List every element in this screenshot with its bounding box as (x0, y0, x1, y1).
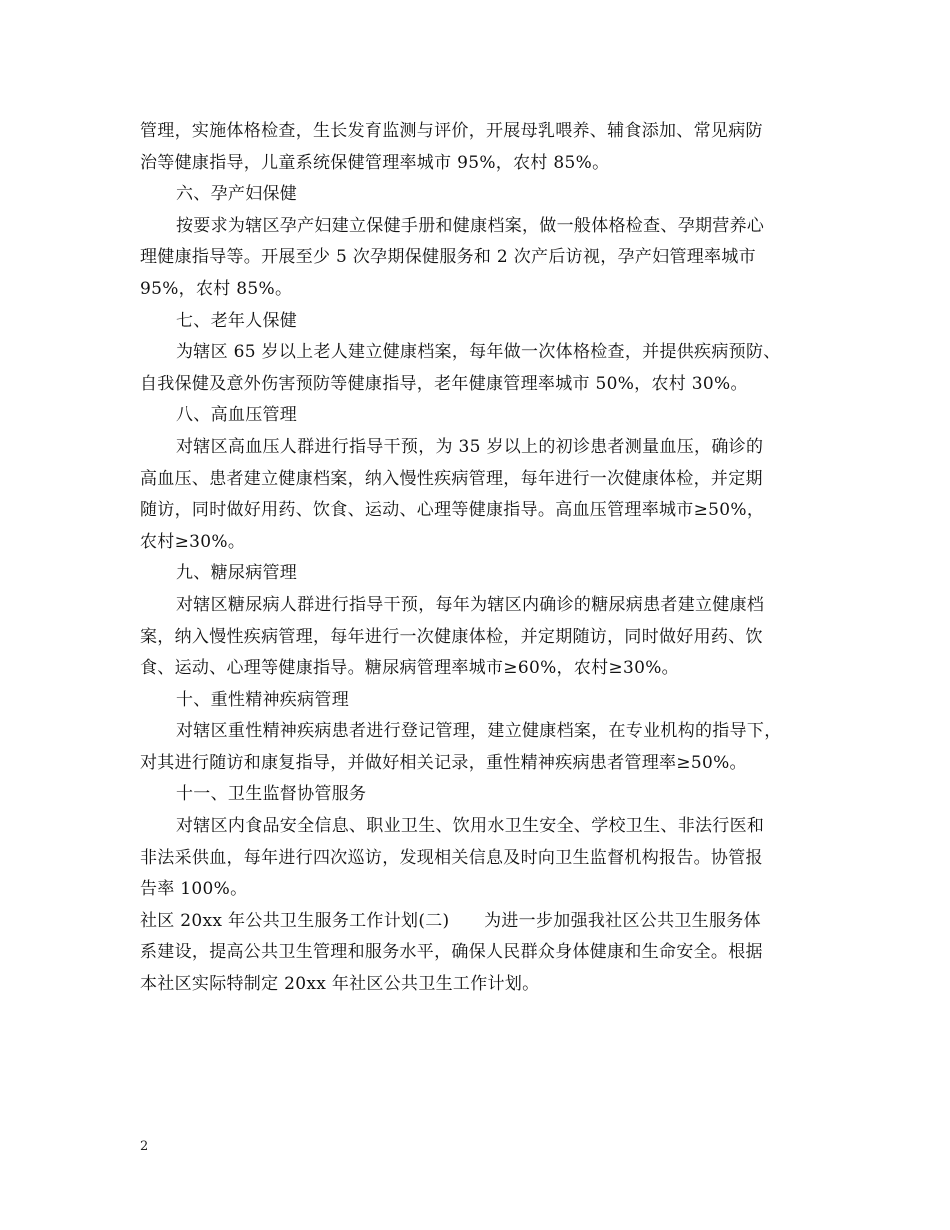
body-line: 对辖区高血压人群进行指导干预，为 35 岁以上的初诊患者测量血压，确诊的 (176, 436, 764, 457)
body-line: 对辖区内食品安全信息、职业卫生、饮用水卫生安全、学校卫生、非法行医和 (176, 816, 765, 837)
body-line: 对辖区重性精神疾病患者进行登记管理，建立健康档案，在专业机构的指导下， (176, 721, 782, 742)
section-heading-10: 十、重性精神疾病管理 (176, 689, 349, 710)
section-heading-8: 八、高血压管理 (176, 405, 298, 426)
section-heading-6: 六、孕产妇保健 (176, 184, 298, 205)
section-heading-9: 九、糖尿病管理 (176, 563, 298, 584)
body-line: 对其进行随访和康复指导，并做好相关记录，重性精神疾病患者管理率≥50%。 (140, 752, 747, 773)
body-line: 系建设，提高公共卫生管理和服务水平，确保人民群众身体健康和生命安全。根据 (140, 942, 763, 963)
body-line: 对辖区糖尿病人群进行指导干预，每年为辖区内确诊的糖尿病患者建立健康档 (176, 594, 765, 615)
body-line: 理健康指导等。开展至少 5 次孕期保健服务和 2 次产后访视，孕产妇管理率城市 (140, 247, 756, 268)
body-line: 随访，同时做好用药、饮食、运动、心理等健康指导。高血压管理率城市≥50%， (140, 500, 765, 521)
body-line: 农村≥30%。 (140, 531, 246, 552)
body-line: 案，纳入慢性疾病管理，每年进行一次健康体检，并定期随访，同时做好用药、饮 (140, 626, 763, 647)
page-number: 2 (140, 1139, 149, 1154)
body-line: 告率 100%。 (140, 879, 248, 900)
body-line: 治等健康指导，儿童系统保健管理率城市 95%，农村 85%。 (140, 152, 610, 173)
section-heading-7: 七、老年人保健 (176, 310, 298, 331)
body-line: 自我保健及意外伤害预防等健康指导，老年健康管理率城市 50%，农村 30%。 (140, 373, 748, 394)
body-line: 食、运动、心理等健康指导。糖尿病管理率城市≥60%，农村≥30%。 (140, 658, 679, 679)
body-line: 管理，实施体格检查，生长发育监测与评价，开展母乳喂养、辅食添加、常见病防 (140, 121, 763, 141)
body-line: 本社区实际特制定 20xx 年社区公共卫生工作计划。 (140, 974, 540, 995)
document-body (140, 116, 820, 1001)
body-line: 95%，农村 85%。 (140, 278, 293, 299)
body-line: 非法采供血，每年进行四次巡访，发现相关信息及时向卫生监督机构报告。协管报 (140, 847, 763, 868)
body-line: 高血压、患者建立健康档案，纳入慢性疾病管理，每年进行一次健康体检，并定期 (140, 468, 763, 489)
body-line: 社区 20xx 年公共卫生服务工作计划(二) 为进一步加强我社区公共卫生服务体 (140, 910, 761, 931)
section-heading-11: 十一、卫生监督协管服务 (176, 784, 367, 805)
body-line: 按要求为辖区孕产妇建立保健手册和健康档案，做一般体格检查、孕期营养心 (176, 215, 765, 236)
body-line: 为辖区 65 岁以上老人建立健康档案，每年做一次体格检查，并提供疾病预防、 (176, 342, 781, 363)
